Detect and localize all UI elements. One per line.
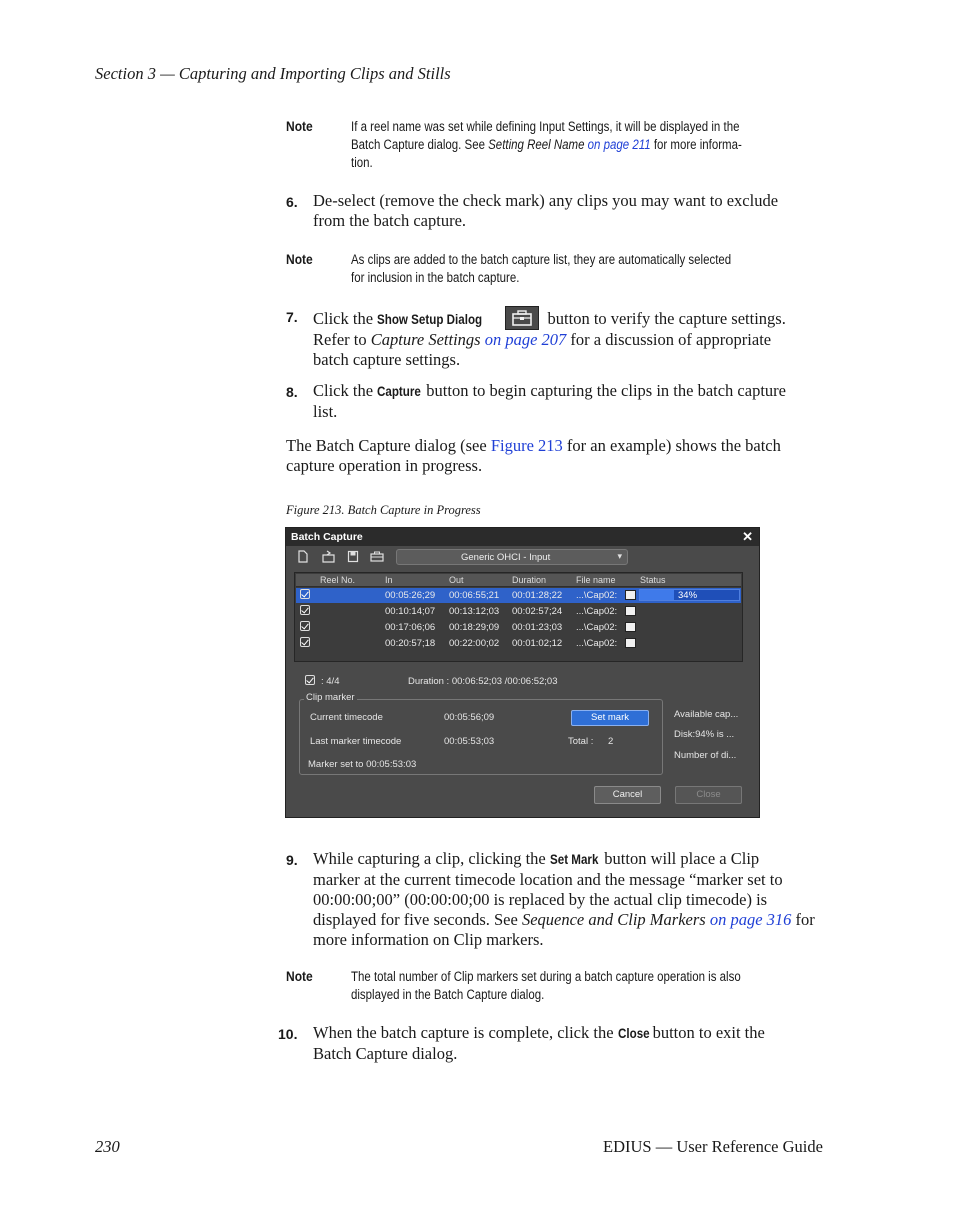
step-number: 6. [286,194,298,210]
close-icon[interactable]: ✕ [742,529,753,544]
dialog-title: Batch Capture [291,531,363,543]
table-row[interactable]: 00:05:26;29 00:06:55;21 00:01:28;22 ...\Cap02: 34% [296,588,741,603]
col-reel[interactable]: Reel No. [320,575,356,585]
current-timecode-value: 00:05:56;09 [444,712,495,723]
duration-summary: Duration : 00:06:52;03 /00:06:52;03 [408,676,558,687]
current-timecode-label: Current timecode [310,712,383,723]
note-label: Note [286,968,313,984]
clip-count: : 4/4 [321,676,340,687]
step-9: While capturing a clip, clicking the Set Mark button will place a Clip marker at the current timecode location and the message “marker set to 00:00:00;00” (00:00:00;00 is replaced by the actual clip timecode) is displayed for five seconds. See Sequence and Clip Markers on page 316 for more information on Clip markers. [313,849,815,949]
progress-bar: 34% [639,589,740,601]
last-marker-label: Last marker timecode [310,736,402,747]
col-file[interactable]: File name [576,575,616,585]
link-page-211[interactable]: on page 211 [584,137,651,152]
step-7: Click the Show Setup Dialog button to verify the capture settings. Refer to Capture Settings on page 207 for a discussion of appropriate batch capture settings. [313,306,843,370]
page-number: 230 [95,1137,120,1156]
total-value: 2 [608,736,614,747]
note-label: Note [286,118,313,134]
link-figure-213[interactable]: Figure 213 [490,436,563,455]
cancel-button[interactable]: Cancel [594,786,661,804]
step-8: Click the Capture button to begin capturing the clips in the batch capture list. [313,381,786,421]
checkbox[interactable] [300,605,310,615]
figure-caption: Figure 213. Batch Capture in Progress [286,503,481,517]
step-10: When the batch capture is complete, click the Close button to exit the Batch Capture dialog. [313,1023,765,1063]
list-header [296,574,741,587]
preset-select[interactable]: Generic OHCI - Input ▾ [396,549,628,565]
close-label: Close [617,1026,650,1041]
section-header: Section 3 — Capturing and Importing Clips and Stills [95,64,451,83]
note-3: The total number of Clip markers set during a batch capture operation is also displayed in the Batch Capture dialog. [351,969,741,1002]
number-of-disks: Number of di... [674,750,737,761]
table-row[interactable]: 00:10:14;07 00:13:12;03 00:02:57;24 ...\Cap02: [296,604,741,619]
save-list-icon[interactable] [347,550,359,563]
toolbox-icon [505,306,539,330]
link-page-316[interactable]: on page 316 [705,910,792,929]
folder-icon[interactable] [625,590,636,600]
table-row[interactable]: 00:20:57;18 00:22:00;02 00:01:02;12 ...\Cap02: [296,636,741,651]
set-mark-label: Set Mark [549,852,599,867]
open-list-icon[interactable] [322,550,334,563]
note-2: As clips are added to the batch capture list, they are automatically selected for inclusion in the batch capture. [351,252,732,285]
note-label: Note [286,251,313,267]
total-label: Total : [568,736,594,747]
new-list-icon[interactable] [297,550,309,563]
table-row[interactable]: 00:17:06;06 00:18:29;09 00:01:23;03 ...\Cap02: [296,620,741,635]
link-page-207[interactable]: on page 207 [480,330,567,349]
footer-title: EDIUS — User Reference Guide [603,1137,823,1156]
step-6: De-select (remove the check mark) any clips you may want to exclude from the batch capture. [313,191,779,230]
note-1: If a reel name was set while defining Input Settings, it will be displayed in the Batch Capture dialog. See Setting Reel Name on page 211 for more informa- tion. [351,119,742,170]
close-button[interactable]: Close [675,786,742,804]
clip-marker-title: Clip marker [306,692,355,703]
step-number: 8. [286,384,298,400]
col-out[interactable]: Out [449,575,464,585]
col-status[interactable]: Status [640,575,666,585]
folder-icon[interactable] [625,638,636,648]
select-all-checkbox[interactable] [305,675,315,685]
show-setup-dialog-label: Show Setup Dialog [377,312,483,327]
col-in[interactable]: In [385,575,393,585]
disk-usage: Disk:94% is ... [674,729,735,740]
last-marker-value: 00:05:53;03 [444,736,495,747]
step-number: 9. [286,852,298,868]
step-number: 10. [278,1026,298,1042]
chevron-down-icon: ▾ [617,551,622,561]
batch-list[interactable] [294,572,743,662]
step-number: 7. [286,309,298,325]
folder-icon[interactable] [625,606,636,616]
checkbox[interactable] [300,621,310,631]
paragraph: The Batch Capture dialog (see Figure 213 for an example) shows the batch capture operation in progress. [286,436,781,475]
checkbox[interactable] [300,637,310,647]
col-duration[interactable]: Duration [512,575,547,585]
folder-icon[interactable] [625,622,636,632]
checkbox[interactable] [300,589,310,599]
set-mark-button[interactable]: Set mark [571,710,649,726]
toolbox-icon[interactable] [370,550,382,563]
marker-status: Marker set to 00:05:53:03 [308,759,417,770]
available-capacity: Available cap... [674,709,739,720]
capture-label: Capture [377,384,422,399]
batch-capture-dialog [285,527,760,818]
dialog-titlebar [286,528,759,546]
